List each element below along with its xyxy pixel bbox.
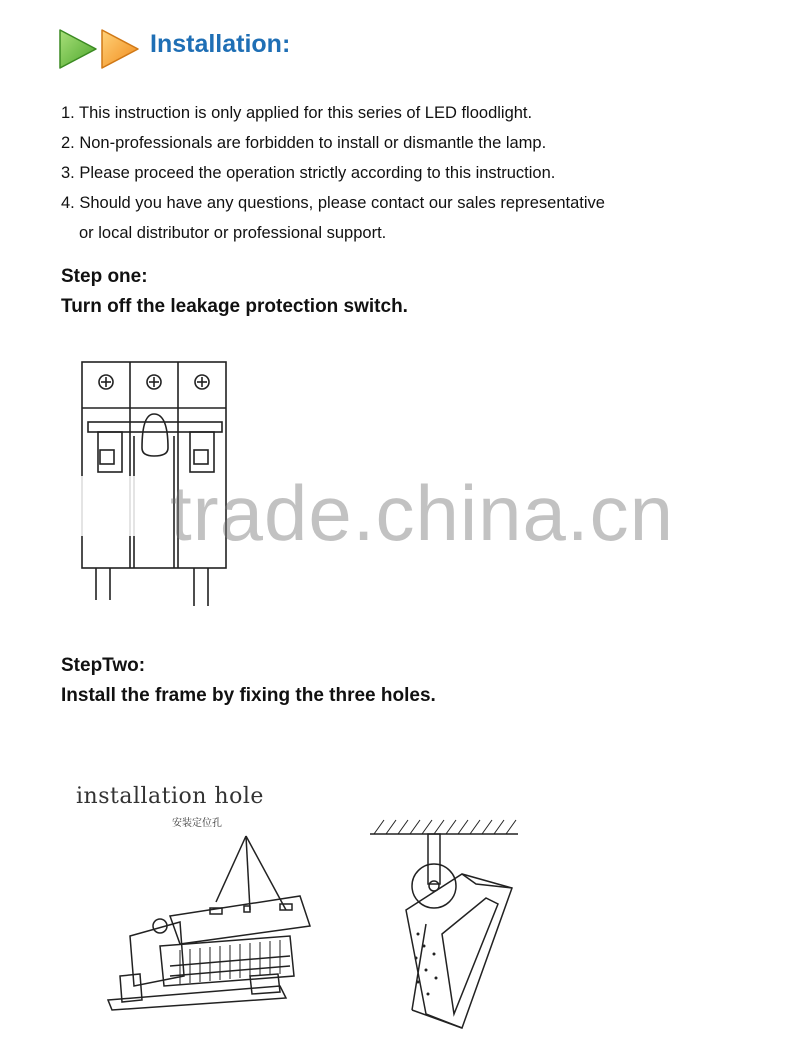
instruction-item-continued: or local distributor or professional support. (79, 224, 387, 242)
instruction-item: 4. Should you have any questions, please contact our sales representative (61, 194, 605, 212)
section-heading: Installation: (150, 30, 291, 58)
instruction-item: 3. Please proceed the operation strictly according to this instruction. (61, 164, 556, 182)
ceiling-mount-diagram (366, 814, 522, 1034)
step-one-text: Turn off the leakage protection switch. (61, 296, 408, 317)
step-one-label: Step one: (61, 266, 148, 287)
installation-hole-label-cn: 安装定位孔 (172, 818, 222, 829)
instruction-item: 2. Non-professionals are forbidden to install or dismantle the lamp. (61, 134, 547, 152)
watermark: trade.china.cn (170, 469, 674, 557)
frame-install-diagram (100, 826, 320, 1016)
instruction-item: 1. This instruction is only applied for this series of LED floodlight. (61, 104, 533, 122)
instruction-list (61, 98, 605, 248)
step-two-label: StepTwo: (61, 655, 146, 676)
play-arrows-icon (56, 26, 146, 72)
installation-hole-label: installation hole (76, 784, 264, 809)
step-two-text: Install the frame by fixing the three holes. (61, 685, 436, 706)
